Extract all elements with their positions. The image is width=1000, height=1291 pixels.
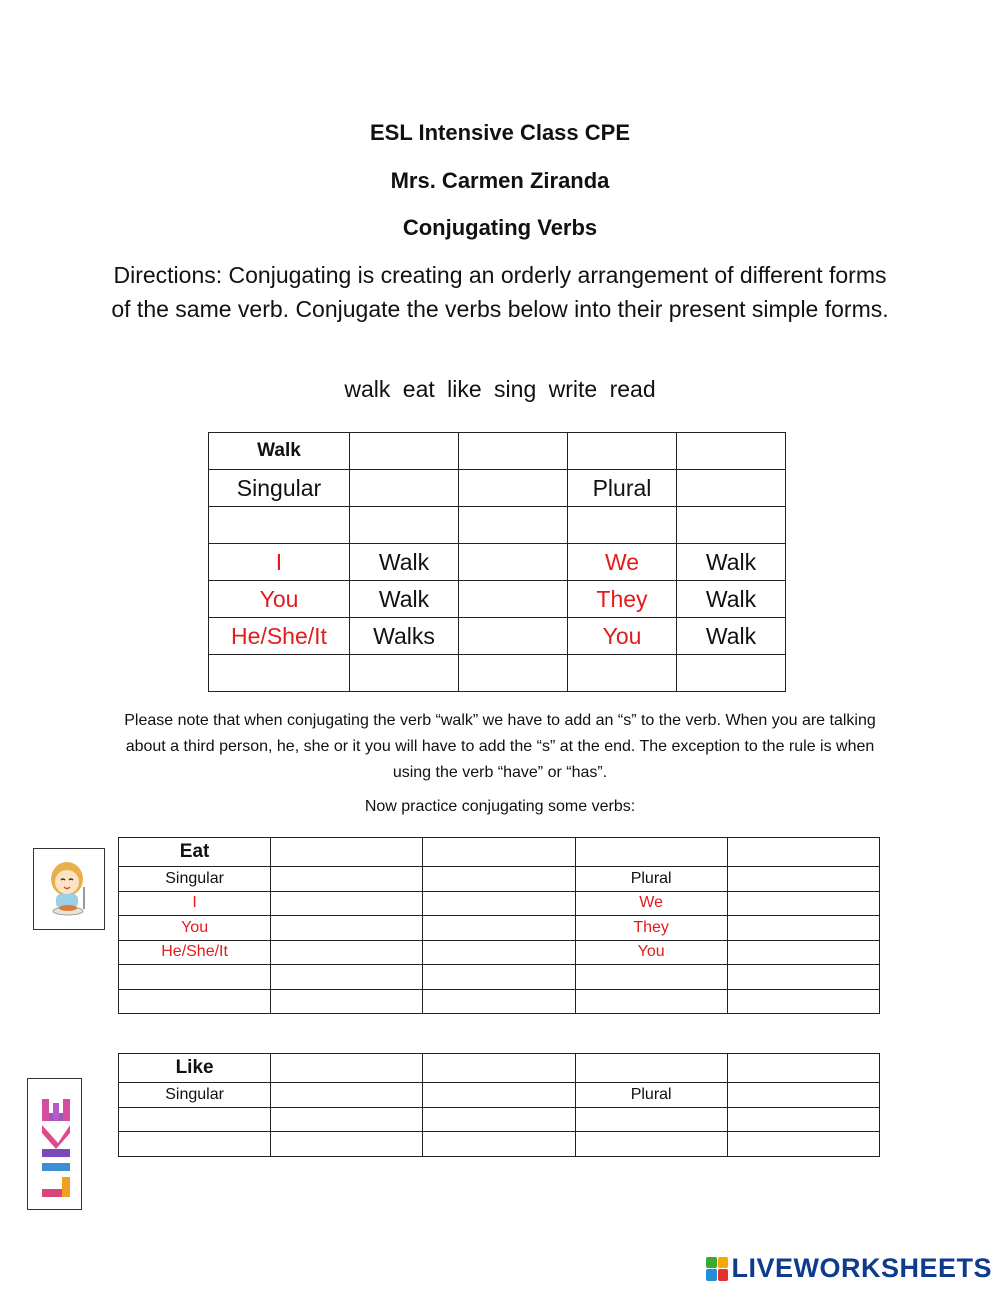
table-row	[209, 581, 786, 618]
answer-cell[interactable]	[727, 916, 879, 941]
grammar-note: Please note that when conjugating the verb “walk” we have to add an “s” to the verb. When you are talking about a third person, he, she or it you will have to add the “s” at the end. The exception to the rule is when using the verb “have” or “has”.	[124, 712, 876, 781]
verb-cell: Walk	[677, 581, 786, 618]
empty-cell	[568, 507, 677, 544]
eating-girl-icon	[34, 849, 104, 929]
answer-cell[interactable]	[271, 1083, 423, 1108]
answer-cell[interactable]	[271, 1107, 423, 1132]
answer-cell[interactable]	[727, 891, 879, 916]
teacher-name: Mrs. Carmen Ziranda	[390, 168, 610, 193]
empty-cell	[423, 916, 575, 941]
verb-cell: Walk	[350, 544, 459, 581]
answer-cell[interactable]	[727, 1132, 879, 1157]
answer-cell[interactable]	[271, 940, 423, 965]
like-word-image	[27, 1078, 82, 1210]
answer-cell[interactable]	[575, 1132, 727, 1157]
like-conjugation-table	[118, 1053, 880, 1157]
empty-cell	[575, 1054, 727, 1083]
answer-cell[interactable]	[271, 891, 423, 916]
empty-cell	[423, 891, 575, 916]
empty-cell	[423, 867, 575, 892]
verb-cell: Walks	[350, 618, 459, 655]
pronoun-cell: He/She/It	[209, 618, 350, 655]
table-row	[119, 916, 880, 941]
pronoun-cell: We	[568, 544, 677, 581]
answer-cell[interactable]	[727, 1107, 879, 1132]
empty-cell	[209, 655, 350, 692]
like-letters-icon	[28, 1079, 81, 1209]
empty-cell	[271, 965, 423, 990]
empty-cell	[271, 989, 423, 1014]
empty-cell	[119, 989, 271, 1014]
empty-cell	[677, 507, 786, 544]
pronoun-cell: They	[575, 916, 727, 941]
answer-cell[interactable]	[727, 1083, 879, 1108]
empty-cell	[423, 1083, 575, 1108]
logo-square	[718, 1269, 729, 1281]
empty-cell	[423, 838, 575, 867]
empty-cell	[677, 433, 786, 470]
empty-cell	[568, 655, 677, 692]
empty-cell	[575, 838, 727, 867]
answer-cell[interactable]	[727, 867, 879, 892]
empty-cell	[209, 507, 350, 544]
table-title: Eat	[119, 838, 271, 867]
plural-header: Plural	[575, 867, 727, 892]
answer-cell[interactable]	[119, 1132, 271, 1157]
empty-cell	[459, 544, 568, 581]
plural-header: Plural	[575, 1083, 727, 1108]
table-title: Like	[119, 1054, 271, 1083]
practice-prompt: Now practice conjugating some verbs:	[364, 798, 636, 815]
empty-cell	[423, 989, 575, 1014]
table-row	[119, 891, 880, 916]
verb-list: walk eat like sing write read	[344, 376, 656, 402]
empty-cell	[119, 965, 271, 990]
directions-text: Directions: Conjugating is creating an orderly arrangement of different forms of the same verb. Conjugate the verbs below into their present simple forms.	[111, 262, 889, 322]
answer-cell[interactable]	[271, 916, 423, 941]
logo-square	[706, 1269, 717, 1281]
empty-cell	[350, 655, 459, 692]
answer-cell[interactable]	[271, 867, 423, 892]
pronoun-cell: You	[119, 916, 271, 941]
worksheet-class-title: ESL Intensive Class CPE	[369, 120, 631, 145]
empty-cell	[423, 940, 575, 965]
empty-cell	[459, 655, 568, 692]
empty-cell	[271, 838, 423, 867]
empty-cell	[677, 655, 786, 692]
verb-cell: Walk	[677, 618, 786, 655]
empty-cell	[423, 1107, 575, 1132]
empty-cell	[727, 838, 879, 867]
answer-cell[interactable]	[119, 1107, 271, 1132]
pronoun-cell: You	[209, 581, 350, 618]
empty-cell	[727, 989, 879, 1014]
pronoun-cell: You	[575, 940, 727, 965]
pronoun-cell: They	[568, 581, 677, 618]
empty-cell	[423, 1132, 575, 1157]
empty-cell	[423, 965, 575, 990]
answer-cell[interactable]	[727, 940, 879, 965]
empty-cell	[575, 989, 727, 1014]
empty-cell	[271, 1054, 423, 1083]
empty-cell	[727, 965, 879, 990]
logo-square	[718, 1257, 729, 1269]
empty-cell	[459, 470, 568, 507]
pronoun-cell: I	[119, 891, 271, 916]
table-row	[209, 618, 786, 655]
singular-header: Singular	[119, 867, 271, 892]
singular-header: Singular	[209, 470, 350, 507]
empty-cell	[350, 470, 459, 507]
table-row	[119, 940, 880, 965]
answer-cell[interactable]	[271, 1132, 423, 1157]
answer-cell[interactable]	[575, 1107, 727, 1132]
table-title: Walk	[209, 433, 350, 470]
singular-header: Singular	[119, 1083, 271, 1108]
eating-girl-image	[33, 848, 105, 930]
liveworksheets-mark-icon	[706, 1257, 728, 1281]
liveworksheets-logo[interactable]	[706, 1253, 992, 1284]
worksheet-topic: Conjugating Verbs	[402, 215, 598, 240]
pronoun-cell: You	[568, 618, 677, 655]
empty-cell	[459, 507, 568, 544]
empty-cell	[727, 1054, 879, 1083]
verb-cell: Walk	[350, 581, 459, 618]
empty-cell	[677, 470, 786, 507]
empty-cell	[575, 965, 727, 990]
empty-cell	[423, 1054, 575, 1083]
pronoun-cell: I	[209, 544, 350, 581]
walk-conjugation-table	[208, 432, 786, 692]
plural-header: Plural	[568, 470, 677, 507]
empty-cell	[459, 618, 568, 655]
pronoun-cell: We	[575, 891, 727, 916]
logo-text: LIVEWORKSHEETS	[731, 1253, 992, 1283]
verb-cell: Walk	[677, 544, 786, 581]
eat-conjugation-table	[118, 837, 880, 1014]
empty-cell	[350, 507, 459, 544]
table-row	[209, 544, 786, 581]
empty-cell	[459, 433, 568, 470]
pronoun-cell: He/She/It	[119, 940, 271, 965]
logo-square	[706, 1257, 717, 1269]
empty-cell	[459, 581, 568, 618]
empty-cell	[350, 433, 459, 470]
empty-cell	[568, 433, 677, 470]
